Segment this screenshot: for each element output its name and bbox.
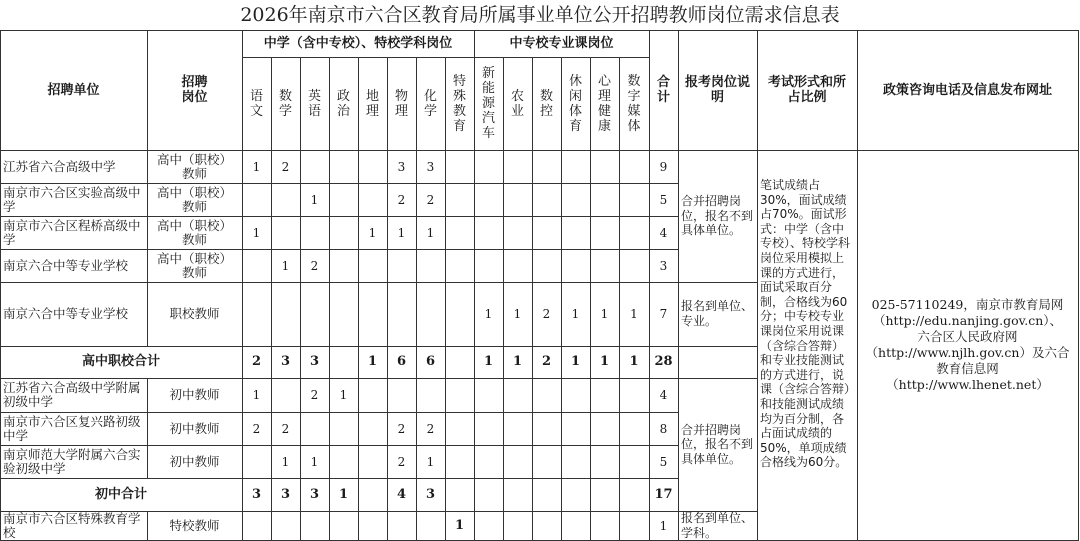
count-cell: 1 xyxy=(300,445,330,479)
header-subject: 农业 xyxy=(503,57,533,151)
post-note-junior: 合并招聘岗位，报名不到具体单位。 xyxy=(678,378,758,512)
count-cell: 2 xyxy=(300,249,330,283)
count-cell xyxy=(445,478,475,512)
count-cell: 2 xyxy=(416,412,446,446)
count-cell xyxy=(271,511,301,541)
unit-name: 南京市六合区复兴路初级中学 xyxy=(0,412,148,446)
count-cell xyxy=(358,445,388,479)
count-cell: 1 xyxy=(590,346,620,379)
count-cell: 3 xyxy=(416,478,446,512)
count-cell xyxy=(445,150,475,184)
header-subject: 数控 xyxy=(532,57,562,151)
count-cell xyxy=(532,249,562,283)
count-cell xyxy=(532,412,562,446)
count-cell xyxy=(300,216,330,250)
header-subject: 新能源汽车 xyxy=(474,57,504,151)
header-group-vocational: 中专校专业课岗位 xyxy=(474,30,650,58)
row-total: 1 xyxy=(649,511,679,541)
unit-name: 江苏省六合高级中学 xyxy=(0,150,148,184)
count-cell: 1 xyxy=(416,445,446,479)
count-cell xyxy=(329,445,359,479)
count-cell xyxy=(590,150,620,184)
count-cell xyxy=(590,183,620,217)
count-cell xyxy=(474,412,504,446)
count-cell xyxy=(590,378,620,413)
count-cell: 2 xyxy=(300,378,330,413)
count-cell: 1 xyxy=(329,378,359,413)
count-cell xyxy=(358,150,388,184)
contact-text: 六合区人民政府网 xyxy=(917,329,1018,344)
unit-name: 南京市六合区特殊教育学校 xyxy=(0,511,148,541)
post-name: 初中教师 xyxy=(147,412,243,446)
count-cell: 6 xyxy=(416,346,446,379)
count-cell: 1 xyxy=(271,445,301,479)
count-cell xyxy=(300,412,330,446)
count-cell xyxy=(445,346,475,379)
count-cell: 3 xyxy=(300,346,330,379)
header-subject: 特殊教育 xyxy=(445,57,475,151)
contact-info xyxy=(857,150,1079,541)
count-cell xyxy=(503,478,533,512)
count-cell: 1 xyxy=(387,216,417,250)
count-cell xyxy=(445,183,475,217)
count-cell: 1 xyxy=(503,346,533,379)
count-cell xyxy=(271,282,301,347)
count-cell: 1 xyxy=(619,346,650,379)
count-cell xyxy=(474,445,504,479)
count-cell xyxy=(416,249,446,283)
count-cell: 2 xyxy=(387,183,417,217)
header-subject: 数字媒体 xyxy=(619,57,650,151)
header-subject: 英语 xyxy=(300,57,330,151)
count-cell xyxy=(503,378,533,413)
count-cell xyxy=(503,445,533,479)
count-cell xyxy=(474,478,504,512)
row-total: 9 xyxy=(649,150,679,184)
count-cell xyxy=(619,445,650,479)
post-name: 高中（职校）教师 xyxy=(147,216,243,250)
count-cell xyxy=(416,282,446,347)
count-cell xyxy=(358,412,388,446)
count-cell xyxy=(532,511,562,541)
unit-name: 南京市六合区程桥高级中学 xyxy=(0,216,148,250)
row-total: 28 xyxy=(649,346,679,379)
count-cell xyxy=(503,249,533,283)
row-total: 5 xyxy=(649,445,679,479)
unit-name: 南京师范大学附属六合实验初级中学 xyxy=(0,445,148,479)
count-cell xyxy=(445,216,475,250)
post-name: 高中（职校）教师 xyxy=(147,249,243,283)
unit-name: 南京市六合区实验高级中学 xyxy=(0,183,148,217)
row-total: 4 xyxy=(649,216,679,250)
count-cell xyxy=(329,216,359,250)
count-cell xyxy=(358,511,388,541)
count-cell xyxy=(561,478,591,512)
post-note-high: 合并招聘岗位，报名不到具体单位。 xyxy=(678,150,758,283)
header-contact: 政策咨询电话及信息发布网址 xyxy=(857,30,1079,151)
count-cell xyxy=(387,511,417,541)
count-cell xyxy=(474,216,504,250)
count-cell: 1 xyxy=(474,346,504,379)
header-post: 招聘岗位 xyxy=(147,30,243,151)
header-subject: 物理 xyxy=(387,57,417,151)
count-cell xyxy=(358,378,388,413)
count-cell: 1 xyxy=(474,282,504,347)
count-cell: 1 xyxy=(242,150,272,184)
count-cell xyxy=(561,150,591,184)
contact-text: 025-57110249，南京市教育局网 xyxy=(871,297,1064,312)
count-cell xyxy=(590,478,620,512)
count-cell: 2 xyxy=(387,445,417,479)
header-subject: 政治 xyxy=(329,57,359,151)
count-cell xyxy=(242,445,272,479)
row-total: 17 xyxy=(649,478,679,512)
count-cell xyxy=(503,511,533,541)
post-name: 高中（职校）教师 xyxy=(147,150,243,184)
count-cell: 1 xyxy=(503,282,533,347)
count-cell xyxy=(271,378,301,413)
unit-name: 南京六合中等专业学校 xyxy=(0,249,148,283)
count-cell xyxy=(619,249,650,283)
count-cell: 1 xyxy=(619,282,650,347)
count-cell: 1 xyxy=(358,216,388,250)
count-cell xyxy=(242,511,272,541)
contact-url: （http://edu.nanjing.gov.cn）、 xyxy=(873,313,1062,328)
count-cell xyxy=(445,445,475,479)
count-cell: 1 xyxy=(242,216,272,250)
count-cell: 2 xyxy=(416,183,446,217)
exam-format-text: 笔试成绩占30%，面试成绩占70%。面试形式：中学（含中专校）、特校学科岗位采用模拟上课的方式进行，面试采取百分制，合格线为60分；中专校专业课岗位采用说课（含综合答辩）和专业技能测试的方式进行，说课（含综合答辩）和技能测试成绩均为百分制，各占面试成绩的50%，单项成绩合格线为60分。 xyxy=(757,150,858,541)
row-total: 5 xyxy=(649,183,679,217)
header-group-middle: 中学（含中专校）、特校学科岗位 xyxy=(242,30,475,58)
count-cell xyxy=(532,445,562,479)
count-cell xyxy=(503,183,533,217)
count-cell: 2 xyxy=(532,346,562,379)
post-note-vocational: 报名到单位、专业。 xyxy=(678,282,758,347)
count-cell xyxy=(532,216,562,250)
count-cell xyxy=(532,183,562,217)
contact-url: （http://www.lhenet.net） xyxy=(886,377,1049,392)
count-cell xyxy=(503,412,533,446)
count-cell xyxy=(532,150,562,184)
count-cell: 1 xyxy=(242,378,272,413)
count-cell xyxy=(619,378,650,413)
count-cell xyxy=(619,412,650,446)
count-cell xyxy=(445,249,475,283)
count-cell xyxy=(358,478,388,512)
count-cell xyxy=(445,412,475,446)
count-cell xyxy=(474,150,504,184)
count-cell: 2 xyxy=(387,412,417,446)
count-cell xyxy=(329,249,359,283)
count-cell: 4 xyxy=(387,478,417,512)
count-cell xyxy=(358,249,388,283)
count-cell xyxy=(300,150,330,184)
count-cell xyxy=(619,478,650,512)
count-cell: 2 xyxy=(271,150,301,184)
count-cell: 1 xyxy=(271,249,301,283)
row-total: 4 xyxy=(649,378,679,413)
count-cell xyxy=(242,183,272,217)
count-cell xyxy=(561,378,591,413)
count-cell: 3 xyxy=(242,478,272,512)
count-cell xyxy=(590,216,620,250)
count-cell xyxy=(474,378,504,413)
count-cell: 2 xyxy=(242,346,272,379)
unit-name: 南京六合中等专业学校 xyxy=(0,282,148,347)
count-cell xyxy=(416,511,446,541)
row-total: 8 xyxy=(649,412,679,446)
count-cell xyxy=(474,249,504,283)
header-subject: 化学 xyxy=(416,57,446,151)
count-cell xyxy=(329,183,359,217)
header-subject: 数学 xyxy=(271,57,301,151)
count-cell: 1 xyxy=(300,183,330,217)
count-cell xyxy=(329,511,359,541)
count-cell xyxy=(561,249,591,283)
contact-url: （http://www.njlh.gov.cn）及六合 xyxy=(865,345,1070,360)
count-cell xyxy=(358,183,388,217)
count-cell xyxy=(329,150,359,184)
count-cell: 1 xyxy=(416,216,446,250)
count-cell xyxy=(503,150,533,184)
post-name: 初中教师 xyxy=(147,445,243,479)
count-cell: 3 xyxy=(271,346,301,379)
unit-name: 江苏省六合高级中学附属初级中学 xyxy=(0,378,148,413)
count-cell: 1 xyxy=(358,346,388,379)
count-cell xyxy=(271,216,301,250)
count-cell: 2 xyxy=(242,412,272,446)
count-cell: 1 xyxy=(329,478,359,512)
header-total: 合计 xyxy=(649,30,679,151)
header-subject: 休闲体育 xyxy=(561,57,591,151)
count-cell xyxy=(561,511,591,541)
count-cell xyxy=(474,183,504,217)
count-cell xyxy=(300,511,330,541)
count-cell xyxy=(445,282,475,347)
count-cell xyxy=(242,282,272,347)
count-cell xyxy=(561,183,591,217)
contact-text: 教育信息网 xyxy=(936,361,999,376)
count-cell xyxy=(329,282,359,347)
count-cell xyxy=(561,445,591,479)
count-cell: 1 xyxy=(561,346,591,379)
count-cell xyxy=(300,282,330,347)
count-cell xyxy=(387,282,417,347)
count-cell xyxy=(445,378,475,413)
count-cell xyxy=(503,216,533,250)
post-name: 特校教师 xyxy=(147,511,243,541)
post-name: 高中（职校）教师 xyxy=(147,183,243,217)
count-cell xyxy=(532,378,562,413)
header-subject: 地理 xyxy=(358,57,388,151)
row-total: 7 xyxy=(649,282,679,347)
row-total: 3 xyxy=(649,249,679,283)
count-cell xyxy=(619,183,650,217)
count-cell xyxy=(329,346,359,379)
count-cell: 1 xyxy=(590,282,620,347)
count-cell xyxy=(242,249,272,283)
count-cell xyxy=(619,216,650,250)
count-cell: 2 xyxy=(532,282,562,347)
count-cell xyxy=(590,412,620,446)
header-unit: 招聘单位 xyxy=(0,30,148,151)
post-note-empty xyxy=(678,346,758,379)
count-cell xyxy=(271,183,301,217)
header-subject: 语文 xyxy=(242,57,272,151)
header-post-note: 报考岗位说明 xyxy=(678,30,758,151)
count-cell xyxy=(561,216,591,250)
count-cell xyxy=(532,478,562,512)
header-subject: 心理健康 xyxy=(590,57,620,151)
count-cell xyxy=(387,249,417,283)
count-cell xyxy=(619,511,650,541)
subtotal-label: 初中合计 xyxy=(0,478,243,512)
count-cell xyxy=(329,412,359,446)
count-cell xyxy=(561,412,591,446)
page-title: 2026年南京市六合区教育局所属事业单位公开招聘教师岗位需求信息表 xyxy=(240,4,840,26)
count-cell: 2 xyxy=(271,412,301,446)
subtotal-label: 高中职校合计 xyxy=(0,346,243,379)
count-cell xyxy=(474,511,504,541)
count-cell: 1 xyxy=(561,282,591,347)
post-note-special: 报名到单位、学科。 xyxy=(678,511,758,541)
count-cell: 3 xyxy=(416,150,446,184)
count-cell: 6 xyxy=(387,346,417,379)
count-cell xyxy=(416,378,446,413)
count-cell xyxy=(387,378,417,413)
count-cell: 3 xyxy=(387,150,417,184)
count-cell xyxy=(358,282,388,347)
count-cell xyxy=(619,150,650,184)
count-cell: 1 xyxy=(445,511,475,541)
post-name: 初中教师 xyxy=(147,378,243,413)
header-exam-format: 考试形式和所占比例 xyxy=(757,30,858,151)
count-cell xyxy=(590,445,620,479)
count-cell xyxy=(590,249,620,283)
count-cell: 3 xyxy=(271,478,301,512)
post-name: 职校教师 xyxy=(147,282,243,347)
count-cell xyxy=(590,511,620,541)
count-cell: 3 xyxy=(300,478,330,512)
